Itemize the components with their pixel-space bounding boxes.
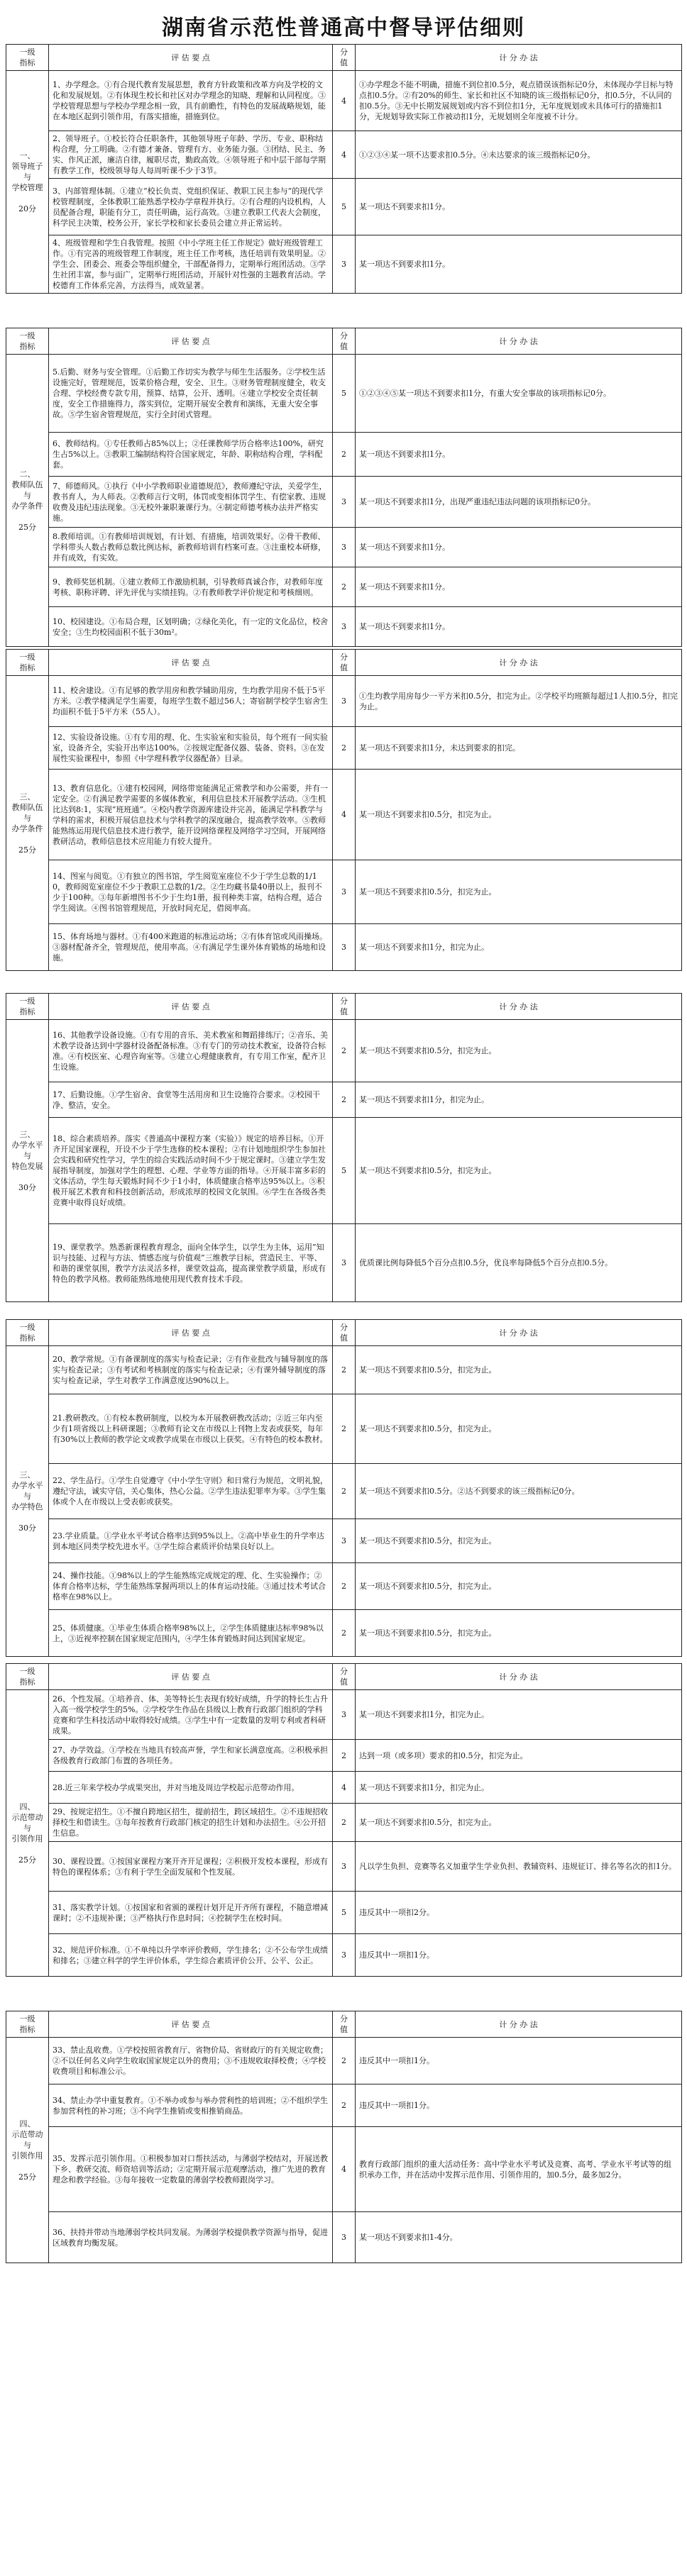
score-cell: 5 — [333, 1118, 356, 1224]
header-method: 计 分 办 法 — [356, 328, 682, 355]
header-score: 分 值 — [333, 45, 356, 71]
header-method: 计 分 办 法 — [356, 45, 682, 71]
method-cell: 某一项达不到要求扣0.5分，扣完为止。 — [356, 1610, 682, 1657]
table-row — [6, 1346, 682, 1394]
requirement-cell: 1、办学理念。①有合现代教育发展思想，教育方针政策和改革方向及学校的文化和发展规划。②有体现生校长和社区对办学理念的知晓、理解和认同程度。③学校管理思想与学校办学理念相一致，具有前瞻性，有特色的发展战略规划，能在本地区起到引领作用，有落实措施，措施到位。 — [49, 71, 333, 131]
table-row — [6, 2127, 682, 2212]
requirement-cell: 2、领导班子。①校长符合任职条件，其他领导班子年龄、学历、专业、职称结构合理，分工明确。②有德才兼备、管理有方、业务能力强。③团结、民主、务实、作风正派，廉洁自律，履职尽责，勤政高效。④领导班子和中层干部每学期有教学工作，校级领导每人每周听课不少于3节。 — [49, 131, 333, 179]
header-requirement: 评 估 要 点 — [49, 45, 333, 71]
table-row — [6, 607, 682, 647]
table-row — [6, 860, 682, 924]
score-cell: 3 — [333, 1224, 356, 1302]
table-row — [6, 1804, 682, 1842]
requirement-cell: 34、禁止办学中重复教育。①不举办或参与举办营利性的培训班；②不组织学生参加营利性的补习班；③不向学生推销或变相推销商品。 — [49, 2084, 333, 2127]
method-cell: ①②③④某一项不达要求扣0.5分。④未达要求的该三级指标记0分。 — [356, 131, 682, 179]
header-score: 分 值 — [333, 1320, 356, 1346]
table-header-row — [6, 45, 682, 71]
score-cell: 3 — [333, 235, 356, 294]
criteria-table — [6, 2011, 682, 2263]
method-cell: 某一项达不到要求扣1分。 — [356, 433, 682, 477]
header-category: 一级 指标 — [6, 994, 49, 1020]
requirement-cell: 7、师德师风。①执行《中小学教师职业道德规范》，教师遵纪守法，关爱学生，教书育人，为人师表。②教师言行文明，体罚或变相体罚学生、有偿家教、违规收费及违纪违法现象。③无校外兼职兼课行为。④制定师德考核办法并严格实施。 — [49, 477, 333, 528]
score-cell: 3 — [333, 477, 356, 528]
requirement-cell: 17、后勤设施。①学生宿舍、食堂等生活用房和卫生设施符合要求。②校园干净、整洁，安全。 — [49, 1082, 333, 1118]
criteria-table — [6, 1319, 682, 1657]
requirement-cell: 33、禁止乱收费。①学校按照省教育厅、省物价局、省财政厅的有关规定收费；②不以任何名义向学生收取国家规定以外的费用；③不违规收取择校费；④学校收费项目和标准公示。 — [49, 2038, 333, 2084]
header-requirement: 评 估 要 点 — [49, 994, 333, 1020]
header-score: 分 值 — [333, 1664, 356, 1690]
header-requirement: 评 估 要 点 — [49, 1320, 333, 1346]
table-row — [6, 1224, 682, 1302]
category-cell: 四、 示范带动 与 引领作用 25分 — [6, 1690, 49, 1977]
method-cell: 教育行政部门组织的重大活动任务：高中学业水平考试及竞赛、高考、学业水平考试等的组织承办工作，并在活动中发挥示范作用、引领作用的，加0.5分，最多加2分。 — [356, 2127, 682, 2212]
method-cell: 违反其中一项扣1分。 — [356, 2038, 682, 2084]
method-cell: 某一项达不到要求扣1分，未达到要求的扣完。 — [356, 727, 682, 770]
method-cell: 某一项达不到要求扣1分，扣完为止。 — [356, 924, 682, 971]
table-row — [6, 71, 682, 131]
method-cell: 某一项达不到要求扣0.5分。②达不到要求的该三级指标记0分。 — [356, 1464, 682, 1519]
header-score: 分 值 — [333, 650, 356, 676]
score-cell: 2 — [333, 433, 356, 477]
score-cell: 3 — [333, 1519, 356, 1563]
header-category: 一级 指标 — [6, 2011, 49, 2038]
category-cell: 三、 办学水平 与 特色发展 30分 — [6, 1020, 49, 1302]
table-header-row — [6, 1320, 682, 1346]
table-row — [6, 676, 682, 727]
table-row — [6, 1563, 682, 1610]
criteria-table — [6, 1663, 682, 1977]
method-cell: ①生均教学用房每少一平方米扣0.5分，扣完为止。②学校平均班额每超过1人扣0.5分，扣完为止。 — [356, 676, 682, 727]
header-requirement: 评 估 要 点 — [49, 650, 333, 676]
table-row — [6, 528, 682, 567]
score-cell: 3 — [333, 924, 356, 971]
method-cell: 某一项达不到要求扣1分，扣完为止。 — [356, 1772, 682, 1804]
score-cell: 3 — [333, 1690, 356, 1740]
score-cell: 2 — [333, 1464, 356, 1519]
requirement-cell: 35、发挥示范引领作用。①积极参加对口帮扶活动，与薄弱学校结对，开展送教下乡、教研交流、师资培训等活动；②定期开展示范观摩活动，推广先进的教育理念和教学经验。③每年接收一定数量的薄弱学校教师跟岗学习。 — [49, 2127, 333, 2212]
requirement-cell: 19、课堂教学。熟悉新课程教育理念，面向全体学生，以学生为主体，运用“知识与技能、过程与方法、情感态度与价值观”三维教学目标，营造民主、平等、和谐的课堂氛围，教学方法灵活多样，课堂效益高，提高课堂教学质量，形成有特色的教学风格。教师能熟练地使用现代教育技术手段。 — [49, 1224, 333, 1302]
category-cell: 四、 示范带动 与 引领作用 25分 — [6, 2038, 49, 2263]
table-row — [6, 235, 682, 294]
score-cell: 3 — [333, 860, 356, 924]
method-cell: 达到一项（或多项）要求的扣0.5分，扣完为止。 — [356, 1740, 682, 1772]
table-row — [6, 770, 682, 860]
score-cell: 2 — [333, 1082, 356, 1118]
category-cell: 三、 办学水平 与 办学特色 30分 — [6, 1346, 49, 1657]
method-cell: 某一项达不到要求扣0.5分，扣完为止。 — [356, 1346, 682, 1394]
score-cell: 3 — [333, 2212, 356, 2263]
table-row — [6, 1934, 682, 1977]
criteria-table — [6, 993, 682, 1302]
criteria-table — [6, 328, 682, 647]
requirement-cell: 3、内部管理体制。①建立“校长负责、党组织保证、教职工民主参与”的现代学校管理制度，全体教职工能熟悉学校办学章程并执行。②有合理的内设机构，人员配备合理，职能有分工，责任明确，运行高效。③建立教职工代表大会制度，科学民主决策，校务公开，家长学校和家长委员会建立并正常运转。 — [49, 179, 333, 235]
score-cell: 4 — [333, 71, 356, 131]
score-cell: 3 — [333, 607, 356, 647]
header-method: 计 分 办 法 — [356, 994, 682, 1020]
table-row — [6, 1610, 682, 1657]
requirement-cell: 28.近三年来学校办学成果突出，并对当地及周边学校起示范带动作用。 — [49, 1772, 333, 1804]
method-cell: 某一项达不到要求扣0.5分，扣完为止。 — [356, 1394, 682, 1464]
method-cell: ①办学理念不能不明确，措施不到位扣0.5分，观点错误该指标记0分，未体现办学目标与特点扣0.5分。②有20%的师生、家长和社区不知晓的该三级指标记0分，扣0.5分，不认同的扣0.5分。③无中长期发展规划或内容不到位扣1分，无年度规划或未具体可行的措施扣1分，无规划导致实际工作被动扣1分，无规划则全年度被不计分。 — [356, 71, 682, 131]
table-header-row — [6, 1664, 682, 1690]
requirement-cell: 10、校园建设。①布局合理，区划明确；②绿化美化，有一定的文化品位，校舍安全；③生均校园面积不低于30m²。 — [49, 607, 333, 647]
requirement-cell: 30、课程设置。①按国家课程方案开齐开足课程；②积极开发校本课程，形成有特色的课程体系；③有利于学生全面发展和个性发展。 — [49, 1842, 333, 1892]
header-requirement: 评 估 要 点 — [49, 2011, 333, 2038]
method-cell: 违反其中一项扣1分。 — [356, 1934, 682, 1977]
table-row — [6, 2038, 682, 2084]
requirement-cell: 15、体育场地与器材。①有400米跑道的标准运动场；②有体育馆或风雨操场。③器材配备齐全，管理规范，使用率高。④有满足学生课外体育锻炼的场地和设施。 — [49, 924, 333, 971]
requirement-cell: 29、按规定招生。①不擅自跨地区招生，提前招生，跨区域招生。②不违规招收择校生和借读生。③每年按教育行政部门核定的招生计划和办法招生。④公开招生信息。 — [49, 1804, 333, 1842]
score-cell: 5 — [333, 179, 356, 235]
table-row — [6, 1690, 682, 1740]
header-method: 计 分 办 法 — [356, 1320, 682, 1346]
table-row — [6, 477, 682, 528]
score-cell: 2 — [333, 2084, 356, 2127]
table-row — [6, 924, 682, 971]
score-cell: 3 — [333, 1842, 356, 1892]
method-cell: ①②③④⑤某一项达不到要求扣1分，有重大安全事故的该项指标记0分。 — [356, 355, 682, 433]
table-row — [6, 355, 682, 433]
requirement-cell: 22、学生品行。①学生自觉遵守《中小学生守则》和日常行为规范，文明礼貌，遵纪守法，诚实守信，关心集体，热心公益。②学生违法犯罪率为零。③学生集体或个人在市级以上受表彰或获奖。 — [49, 1464, 333, 1519]
score-cell: 3 — [333, 528, 356, 567]
header-score: 分 值 — [333, 2011, 356, 2038]
score-cell: 2 — [333, 1804, 356, 1842]
table-row — [6, 1892, 682, 1934]
method-cell: 违反其中一项扣2分。 — [356, 1892, 682, 1934]
score-cell: 4 — [333, 131, 356, 179]
table-row — [6, 1519, 682, 1563]
method-cell: 某一项达不到要求扣1-4分。 — [356, 2212, 682, 2263]
requirement-cell: 16、其他教学设备设施。①有专用的音乐、美术教室和舞蹈排练厅；②音乐、美术教学设备达到中学器材设备配备标准。③有专门的劳动技术教室，设备符合标准。④有校医室、心理咨询室等。⑤建立心理健康教育，有专用工作室，配齐卫生设施。 — [49, 1020, 333, 1082]
method-cell: 某一项达不到要求扣1分。 — [356, 607, 682, 647]
score-cell: 2 — [333, 567, 356, 607]
table-row — [6, 1118, 682, 1224]
requirement-cell: 20、教学常规。①有备课制度的落实与检查记录；②有作业批改与辅导制度的落实与检查记录；③有考试和考核制度的落实与检查记录；④有课外辅导制度的落实与检查记录，学生对教学工作满意度达90%以上。 — [49, 1346, 333, 1394]
requirement-cell: 14、图室与阅览。①有独立的图书馆，学生阅览室座位不少于学生总数的1/10，教师阅览室座位不少于教职工总数的1/2。②生均藏书量40册以上，报刊不少于100种。③每年新增图书不少于生均1册，报刊种类丰富，结构合理，适合学生阅读。④图书馆管理规范，开放时间充足，借阅率高。 — [49, 860, 333, 924]
score-cell: 4 — [333, 2127, 356, 2212]
table-row — [6, 1394, 682, 1464]
score-cell: 2 — [333, 2038, 356, 2084]
header-method: 计 分 办 法 — [356, 2011, 682, 2038]
score-cell: 2 — [333, 1610, 356, 1657]
header-category: 一级 指标 — [6, 1320, 49, 1346]
requirement-cell: 23.学业质量。①学业水平考试合格率达到95%以上。②高中毕业生的升学率达到本地区同类学校先进水平。③学生综合素质评价结果良好以上。 — [49, 1519, 333, 1563]
header-category: 一级 指标 — [6, 650, 49, 676]
method-cell: 某一项达不到要求扣0.5分，扣完为止。 — [356, 1804, 682, 1842]
score-cell: 4 — [333, 1772, 356, 1804]
requirement-cell: 32、规范评价标准。①不单纯以升学率评价教师，学生排名；②不公布学生成绩和排名；③建立科学的学生评价体系，学生综合素质评价公开、公平、公正。 — [49, 1934, 333, 1977]
requirement-cell: 25、体质健康。①毕业生体质合格率98%以上，②学生体质健康达标率98%以上，③近视率控制在国家规定范围内，④学生体育锻炼时间达到国家规定。 — [49, 1610, 333, 1657]
table-row — [6, 1842, 682, 1892]
requirement-cell: 13、教育信息化。①建有校园网，网络带宽能满足正常教学和办公需要，并有一定安全。②有满足教学需要的多媒体教室，利用信息技术开展教学活动。③生机比达到8:1，实现“班班通”。④校内教学资源库建设并完善，能满足学科教学与学科的需求，积极开展信息技术与学科教学的深度融合，提高教学效率。⑤教师能熟练运用现代信息技术进行教学，能开设网络课程及网络学习空间，开展网络教研活动，教师信息技术应用能力有较大提升。 — [49, 770, 333, 860]
score-cell: 2 — [333, 1740, 356, 1772]
table-row — [6, 433, 682, 477]
category-cell: 三、 教师队伍 与 办学条件 25分 — [6, 676, 49, 971]
requirement-cell: 4、班级管理和学生自我管理。按照《中小学班主任工作规定》做好班级管理工作。①有完善的班级管理工作制度，班主任工作考核，选任培训有效果明显。②学生会、团委会、班委会等组织健全，干部配备得力，定期举行班团活动。③学生社团丰富，参与面广，定期举行班团活动，开展针对性强的主题教育活动。学校德育工作体系完善，方法得当，成效显著。 — [49, 235, 333, 294]
score-cell: 2 — [333, 727, 356, 770]
table-row — [6, 1082, 682, 1118]
criteria-table — [6, 44, 682, 294]
header-category: 一级 指标 — [6, 1664, 49, 1690]
requirement-cell: 24、操作技能。①98%以上的学生能熟练完成规定的理、化、生实验操作；②体育合格率达标，学生能熟练掌握两项以上的体育运动技能。③通过技术考试合格率在98%以上。 — [49, 1563, 333, 1610]
header-method: 计 分 办 法 — [356, 650, 682, 676]
method-cell: 某一项达不到要求扣1分。 — [356, 567, 682, 607]
score-cell: 2 — [333, 1020, 356, 1082]
method-cell: 某一项达不到要求扣1分，出现严重违纪违法问题的该项指标记0分。 — [356, 477, 682, 528]
score-cell: 2 — [333, 1346, 356, 1394]
method-cell: 某一项达不到要求扣0.5分，扣完为止。 — [356, 1118, 682, 1224]
requirement-cell: 5.后勤、财务与安全管理。①后勤工作切实为教学与师生生活服务。②学校生活设施完好，管理规范，饭菜价格合理，安全、卫生。③财务管理制度健全，收支合理、学校经费专款专用，预算、结算，公开、透明。④建立学校安全责任制度，安全工作措施得力，落实到位，定期开展安全教育和演练，无重大安全事故。⑤学生宿舍管理规范，实行全封闭式管理。 — [49, 355, 333, 433]
score-cell: 2 — [333, 1394, 356, 1464]
method-cell: 优质课比例每降低5个百分点扣0.5分，优良率每降低5个百分点扣0.5分。 — [356, 1224, 682, 1302]
table-header-row — [6, 2011, 682, 2038]
method-cell: 违反其中一项扣1分。 — [356, 2084, 682, 2127]
requirement-cell: 11、校舍建设。①有足够的教学用房和教学辅助用房，生均教学用房不低于5平方米。②教学楼满足学生需要，每班学生数不超过56人；寄宿制学校学生宿舍生均面积不低于5平方米（55人）。 — [49, 676, 333, 727]
method-cell: 某一项达不到要求扣0.5分，扣完为止。 — [356, 1020, 682, 1082]
requirement-cell: 27、办学效益。①学校在当地具有较高声誉，学生和家长满意度高。②积极承担各级教育行政部门布置的各项任务。 — [49, 1740, 333, 1772]
method-cell: 凡以学生负担、竞赛等名义加重学生学业负担、教辅资料、违规征订、排名等名次的扣1分。 — [356, 1842, 682, 1892]
category-cell: 二、 教师队伍 与 办学条件 25分 — [6, 355, 49, 647]
score-cell: 5 — [333, 1892, 356, 1934]
requirement-cell: 26、个性发展。①培养音、体、美等特长生表现有较好成绩，升学的特长生占升入高一级学校学生的5%。②学校学生作品在县级以上教育行政部门组织的学科竞赛和学生科技活动中取得较好成绩。③学生中有一定数量的发明专利或者科研成果。 — [49, 1690, 333, 1740]
requirement-cell: 21.教研教改。①有校本教研制度，以校为本开展教研教改活动；②近三年内至少有1项省级以上科研课题；③教师有论文在市级以上刊物上发表或获奖，每年有30%以上教师的教学论文或教学成果在市级以上获奖。④有特色的校本教材。 — [49, 1394, 333, 1464]
category-cell: 一、 领导班子 与 学校管理 20分 — [6, 71, 49, 294]
requirement-cell: 9、教师奖惩机制。①建立教师工作激励机制，引导教师真诚合作，对教师年度考核、职称评聘、评先评优与实绩挂钩。②有教师教学评价规定和考核细则。 — [49, 567, 333, 607]
table-header-row — [6, 994, 682, 1020]
header-requirement: 评 估 要 点 — [49, 328, 333, 355]
requirement-cell: 18、综合素质培养。落实《普通高中课程方案（实验）》规定的培养目标。①开齐开足国家课程，开设不少于学生选修的校本课程；②有计划地组织学生参加社会实践和研究性学习，学生的综合实践活动时间不少于规定课时。③建立学生发展指导制度，加强对学生的理想、心理、学业等方面的指导。④开展丰富多彩的文体活动，学生每天锻炼时间不少于1小时，体质健康合格率达95%以上。⑤积极开展艺术教育和科技创新活动，形成浓厚的校园文化氛围。⑥学生在各级各类竞赛中取得良好成绩。 — [49, 1118, 333, 1224]
table-row — [6, 1740, 682, 1772]
requirement-cell: 6、教师结构。①专任教师占85%以上；②任课教师学历合格率达100%，研究生占5%以上。③教职工编制结构符合国家规定，年龄、职称结构合理，学科配套。 — [49, 433, 333, 477]
header-category: 一级 指标 — [6, 45, 49, 71]
table-row — [6, 1020, 682, 1082]
table-row — [6, 1464, 682, 1519]
score-cell: 3 — [333, 1934, 356, 1977]
header-score: 分 值 — [333, 994, 356, 1020]
table-row — [6, 727, 682, 770]
table-row — [6, 567, 682, 607]
table-header-row — [6, 328, 682, 355]
header-method: 计 分 办 法 — [356, 1664, 682, 1690]
score-cell: 3 — [333, 676, 356, 727]
table-row — [6, 131, 682, 179]
method-cell: 某一项达不到要求扣0.5分，扣完为止。 — [356, 1563, 682, 1610]
page-title: 湖南省示范性普通高中督导评估细则 — [162, 16, 525, 40]
method-cell: 某一项达不到要求扣0.5分，扣完为止。 — [356, 860, 682, 924]
table-row — [6, 1772, 682, 1804]
header-score: 分 值 — [333, 328, 356, 355]
method-cell: 某一项达不到要求扣1分。 — [356, 528, 682, 567]
criteria-table — [6, 649, 682, 971]
header-category: 一级 指标 — [6, 328, 49, 355]
requirement-cell: 12、实验设备设施。①有专用的理、化、生实验室和实验员，每个班有一间实验室，设备齐全，实验开出率达100%。②按规定配备仪器、装备、资料。③在发展性实验课程中，参照《中学理科教学仪器配备》目录。 — [49, 727, 333, 770]
requirement-cell: 31、落实教学计划。①按国家和省颁的课程计划开足开齐所有课程，不随意增减课时；②不违规补课；③严格执行作息时间；④控制学生在校时间。 — [49, 1892, 333, 1934]
method-cell: 某一项达不到要求扣0.5分，扣完为止。 — [356, 1519, 682, 1563]
method-cell: 某一项达不到要求扣1分，扣完为止。 — [356, 1082, 682, 1118]
score-cell: 2 — [333, 1563, 356, 1610]
score-cell: 4 — [333, 770, 356, 860]
table-header-row — [6, 650, 682, 676]
header-requirement: 评 估 要 点 — [49, 1664, 333, 1690]
requirement-cell: 8.教师培训。①有教师培训规划，有计划、有措施，培训效果好。②骨干教师、学科带头人数占教师总数比例达标，新教师培训有档案可查。③注重校本研修，并有成效，有实效。 — [49, 528, 333, 567]
method-cell: 某一项达不到要求扣1分。 — [356, 179, 682, 235]
score-cell: 5 — [333, 355, 356, 433]
method-cell: 某一项达不到要求扣1分。 — [356, 235, 682, 294]
method-cell: 某一项达不到要求扣0.5分，扣完为止。 — [356, 770, 682, 860]
table-row — [6, 2212, 682, 2263]
requirement-cell: 36、扶持并带动当地薄弱学校共同发展。为薄弱学校提供教学资源与指导，促进区域教育均衡发展。 — [49, 2212, 333, 2263]
method-cell: 某一项达不到要求扣1分，扣完为止。 — [356, 1690, 682, 1740]
table-row — [6, 179, 682, 235]
table-row — [6, 2084, 682, 2127]
